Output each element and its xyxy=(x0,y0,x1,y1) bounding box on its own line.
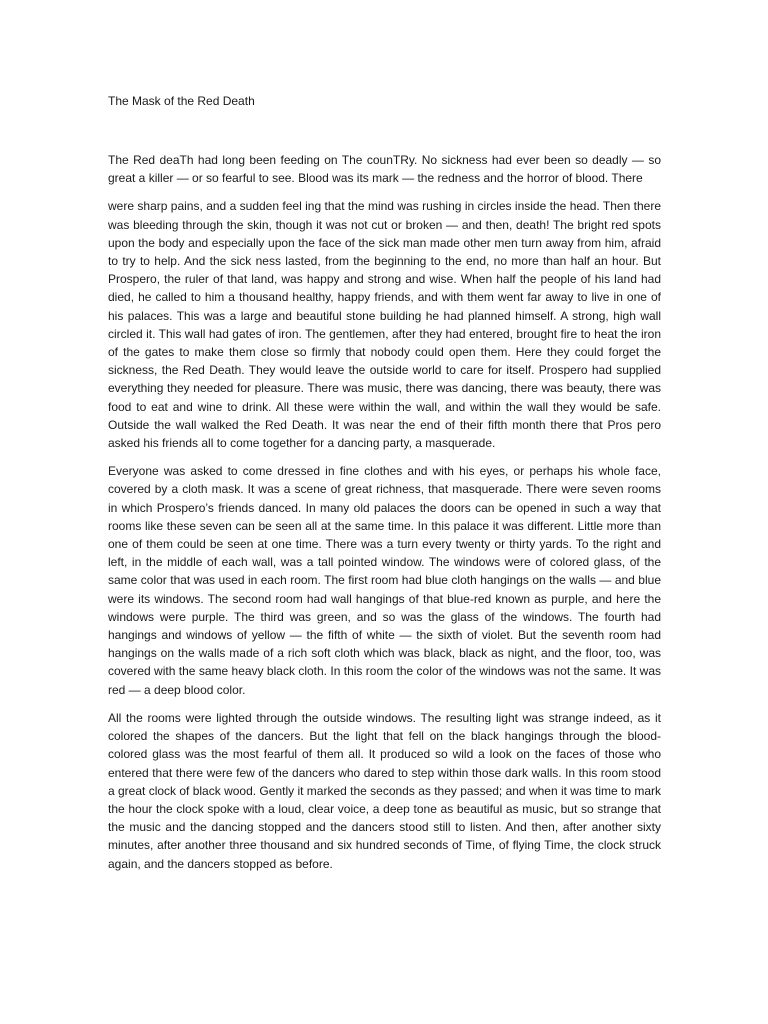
paragraph-1: The Red deaTh had long been feeding on The counTRy. No sickness had ever been so deadly — so great a killer — or so fearful to see. Blood was its mark — the redness and the horror of blood. There xyxy=(108,153,661,186)
paragraph-3: Everyone was asked to come dressed in fine clothes and with his eyes, or perhaps his whole face, covered by a cloth mask. It was a scene of great richness, that masquerade. There were seven rooms in which Prospero’s friends danced. In many old palaces the doors can be opened in such a way that rooms like these seven can be seen all at the same time. In this palace it was different. Little more than one of them could be seen at one time. There was a turn every twenty or thirty yards. To the right and left, in the middle of each wall, was a tall pointed window. The windows were of colored glass, of the same color that was used in each room. The first room had blue cloth hangings on the walls — and blue were its windows. The second room had wall hangings of that blue-red known as purple, and here the windows were purple. The third was green, and so was the glass of the windows. The fourth had hangings and windows of yellow — the fifth of white — the sixth of violet. But the seventh room had hangings on the walls made of a rich soft cloth which was black, black as night, and the floor, too, was covered with the same heavy black cloth. In this room the color of the windows was not the same. It was red — a deep blood color. xyxy=(108,464,661,697)
paragraph-2: were sharp pains, and a sudden feel ing that the mind was rushing in circles inside the head. Then there was bleeding through the skin, though it was not cut or broken — and then, death! The bright red spots upon the body and especially upon the face of the sick man made other men turn away from him, afraid to try to help. And the sick ness lasted, from the beginning to the end, no more than half an hour. But Prospero, the ruler of that land, was happy and strong and wise. When half the people of his land had died, he called to him a thousand healthy, happy friends, and with them went far away to live in one of his palaces. This was a large and beautiful stone building he had planned himself. A strong, high wall circled it. This wall had gates of iron. The gentlemen, after they had entered, brought fire to heat the iron of the gates to make them close so firmly that nobody could open them. Here they could forget the sickness, the Red Death. They would leave the outside world to care for itself. Prospero had supplied everything they needed for pleasure. There was music, there was dancing, there was beauty, there was food to eat and wine to drink. All these were within the wall, and within the wall they would be safe. Outside the wall walked the Red Death. It was near the end of their fifth month there that Pros pero asked his friends all to come together for a dancing party, a masquerade. xyxy=(108,199,661,451)
document-page xyxy=(108,92,661,873)
paragraph-4: All the rooms were lighted through the outside windows. The resulting light was strange indeed, as it colored the shapes of the dancers. But the light that fell on the black hangings through the blood-colored glass was the most fearful of them all. It produced so wild a look on the faces of those who entered that there were few of the dancers who dared to step within those dark walls. In this room stood a great clock of black wood. Gently it marked the seconds as they passed; and when it was time to mark the hour the clock spoke with a loud, clear voice, a deep tone as beautiful as music, but so strange that the music and the dancing stopped and the dancers stood still to listen. And then, after another sixty minutes, after another three thousand and six hundred seconds of Time, of flying Time, the clock struck again, and the dancers stopped as before. xyxy=(108,710,661,871)
document-title: The Mask of the Red Death xyxy=(108,94,255,108)
